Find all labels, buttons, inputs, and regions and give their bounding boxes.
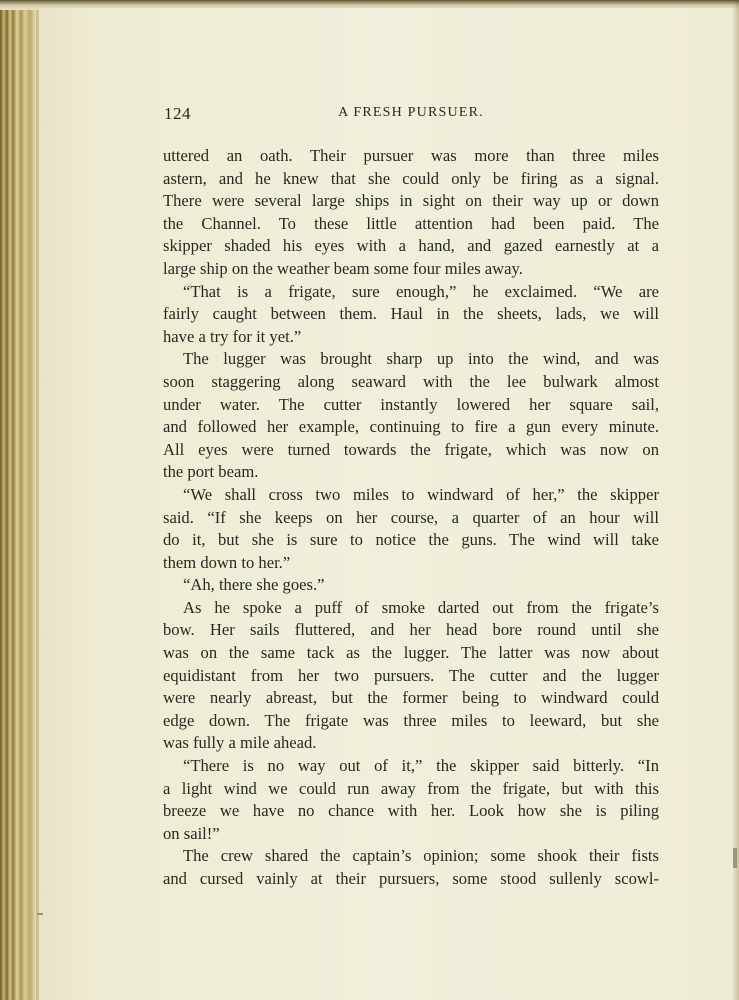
margin-mark bbox=[37, 913, 43, 915]
text-line: was on the same tack as the lugger. The latter was now about bbox=[163, 643, 659, 663]
text-line: “There is no way out of it,” the skipper said bitterly. “In bbox=[183, 756, 659, 776]
text-line: on sail!” bbox=[163, 823, 220, 843]
spine-shadow bbox=[36, 0, 39, 1000]
text-line: The crew shared the captain’s opinion; some shook their fists bbox=[183, 846, 659, 866]
text-line: were nearly abreast, but the former being to windward could bbox=[163, 688, 659, 708]
text-line: the Channel. To these little attention had been paid. The bbox=[163, 213, 659, 233]
text-line: equidistant from her two pursuers. The cutter and the lugger bbox=[163, 665, 659, 685]
text-line: “That is a frigate, sure enough,” he exclaimed. “We are bbox=[183, 281, 659, 301]
text-line: said. “If she keeps on her course, a quarter of an hour will bbox=[163, 507, 659, 527]
running-head: A FRESH PURSUER. bbox=[338, 105, 484, 120]
text-line: All eyes were turned towards the frigate, which was now on bbox=[163, 439, 659, 459]
text-line: do it, but she is sure to notice the guns. The wind will take bbox=[163, 530, 659, 550]
text-line: and cursed vainly at their pursuers, some stood sullenly scowl- bbox=[163, 869, 659, 888]
text-line: As he spoke a puff of smoke darted out from the frigate’s bbox=[183, 597, 659, 617]
text-line: soon staggering along seaward with the lee bulwark almost bbox=[163, 371, 659, 391]
text-line: edge down. The frigate was three miles to leeward, but she bbox=[163, 710, 659, 730]
text-line: skipper shaded his eyes with a hand, and gazed earnestly at a bbox=[163, 236, 659, 256]
text-line: under water. The cutter instantly lowered her square sail, bbox=[163, 394, 659, 414]
text-line: There were several large ships in sight on their way up or down bbox=[163, 191, 659, 211]
text-line: bow. Her sails fluttered, and her head bore round until she bbox=[163, 620, 659, 640]
text-line: was fully a mile ahead. bbox=[163, 733, 317, 753]
text-line: large ship on the weather beam some four miles away. bbox=[163, 258, 523, 278]
book-spine-edge bbox=[0, 0, 40, 1000]
body-text bbox=[163, 145, 659, 891]
text-line: fairly caught between them. Haul in the sheets, lads, we will bbox=[163, 304, 659, 324]
edge-mark bbox=[733, 848, 737, 868]
text-line: “Ah, there she goes.” bbox=[183, 575, 325, 595]
text-line: The lugger was brought sharp up into the wind, and was bbox=[183, 349, 659, 369]
text-line: “We shall cross two miles to windward of her,” the skipper bbox=[183, 484, 659, 504]
text-line: breeze we have no chance with her. Look how she is piling bbox=[163, 801, 659, 821]
text-line: and followed her example, continuing to fire a gun every minute. bbox=[163, 417, 659, 437]
text-line: them down to her.” bbox=[163, 552, 291, 572]
text-line: uttered an oath. Their pursuer was more than three miles bbox=[163, 146, 659, 165]
page-number: 124 bbox=[164, 104, 191, 123]
text-line: astern, and he knew that she could only be firing as a signal. bbox=[163, 168, 659, 188]
text-line: have a try for it yet.” bbox=[163, 326, 302, 346]
page-header bbox=[164, 104, 658, 128]
text-line: a light wind we could run away from the frigate, but with this bbox=[163, 778, 659, 798]
text-line: the port beam. bbox=[163, 462, 259, 482]
